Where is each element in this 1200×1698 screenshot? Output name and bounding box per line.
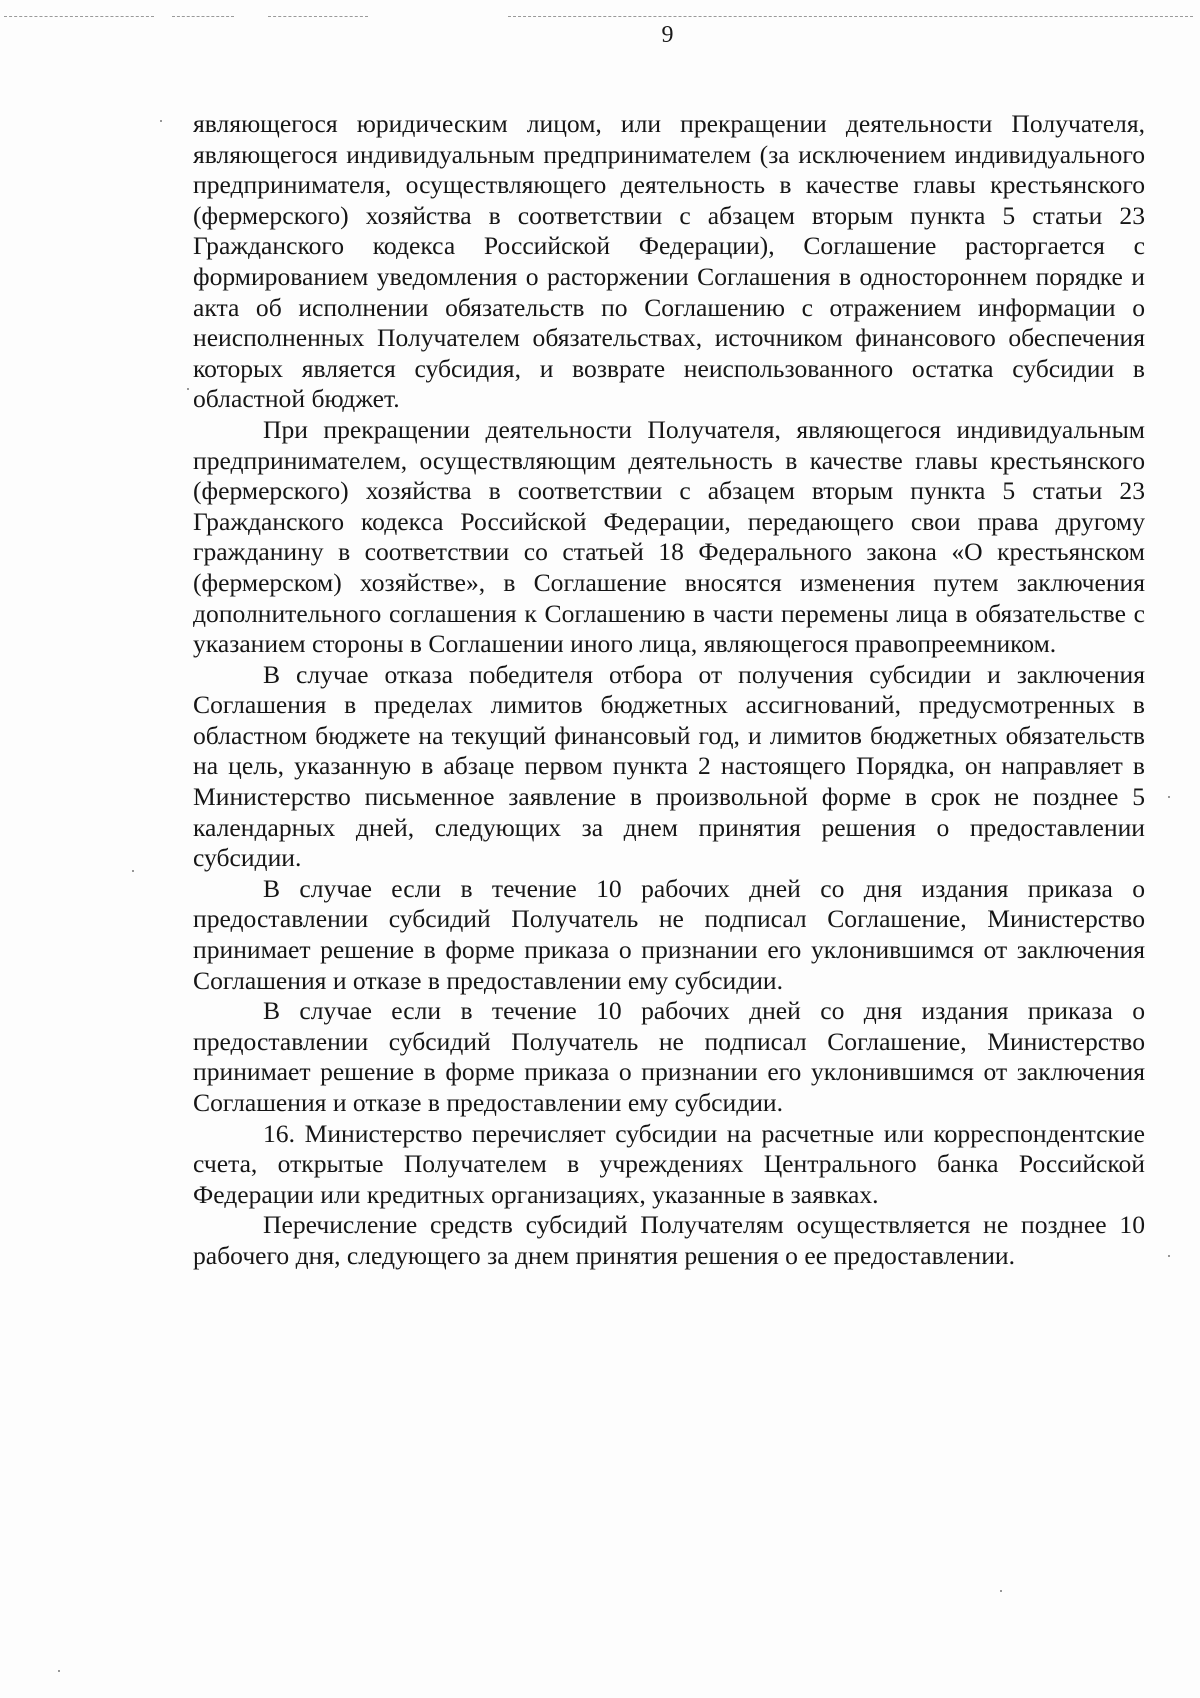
paragraph: В случае если в течение 10 рабочих дней со дня издания приказа о предоставлении субсидий Получатель не подписал Соглашение, Министерство принимает решение в форме приказа о признании его уклонившимся от заключения Соглашения и отказе в предоставлении ему субсидии. — [193, 873, 1145, 995]
scan-speck — [1168, 796, 1170, 798]
scan-speck — [1000, 1590, 1002, 1592]
scan-artifact-line — [4, 16, 154, 17]
paragraph: При прекращении деятельности Получателя, являющегося индивидуальным предпринимателем, осуществляющим деятельность в качестве главы крестьянского (фермерского) хозяйства в соответствии с абзацем вторым пункта 5 статьи 23 Гражданского кодекса Российской Федерации, передающего свои права другому гражданину в соответствии со статьей 18 Федерального закона «О крестьянском (фермерском) хозяйстве», в Соглашение вносятся изменения путем заключения дополнительного соглашения к Соглашению в части перемены лица в обязательстве с указанием стороны в Соглашении иного лица, являющегося правопреемником. — [193, 414, 1145, 659]
scan-speck — [187, 388, 189, 390]
scan-artifact-line — [268, 16, 368, 17]
paragraph: В случае отказа победителя отбора от получения субсидии и заключения Соглашения в пределах лимитов бюджетных ассигнований, предусмотренных в областном бюджете на текущий финансовый год, и лимитов бюджетных обязательств на цель, указанную в абзаце первом пункта 2 настоящего Порядка, он направляет в Министерство письменное заявление в произвольной форме в срок не позднее 5 календарных дней, следующих за днем принятия решения о предоставлении субсидии. — [193, 659, 1145, 873]
document-body — [193, 109, 1145, 1272]
scan-speck — [58, 1670, 60, 1672]
scan-artifact-line — [508, 16, 1193, 17]
scan-speck — [1168, 1255, 1170, 1257]
paragraph: Перечисление средств субсидий Получателям осуществляется не позднее 10 рабочего дня, следующего за днем принятия решения о ее предоставлении. — [193, 1210, 1145, 1270]
scan-artifact-line — [172, 16, 234, 17]
paragraph-item-16: 16. Министерство перечисляет субсидии на расчетные или корреспондентские счета, открытые Получателем в учреждениях Центрального банка Российской Федерации или кредитных организациях, указанные в заявках. — [193, 1118, 1145, 1209]
scan-speck — [132, 870, 134, 872]
scan-speck — [160, 120, 162, 122]
paragraph-continuation: являющегося юридическим лицом, или прекращении деятельности Получателя, являющегося индивидуальным предпринимателем (за исключением индивидуального предпринимателя, осуществляющего деятельность в качестве главы крестьянского (фермерского) хозяйства в соответствии с абзацем вторым пункта 5 статьи 23 Гражданского кодекса Российской Федерации), Соглашение расторгается с формированием уведомления о расторжении Соглашения в одностороннем порядке и акта об исполнении обязательств по Соглашению с отражением информации о неисполненных Получателем обязательствах, источником финансового обеспечения которых является субсидия, и возврате неиспользованного остатка субсидии в областной бюджет. — [193, 109, 1145, 414]
page-number: 9 — [661, 22, 674, 48]
paragraph: В случае если в течение 10 рабочих дней со дня издания приказа о предоставлении субсидий Получатель не подписал Соглашение, Министерство принимает решение в форме приказа о признании его уклонившимся от заключения Соглашения и отказе в предоставлении ему субсидии. — [193, 996, 1145, 1117]
